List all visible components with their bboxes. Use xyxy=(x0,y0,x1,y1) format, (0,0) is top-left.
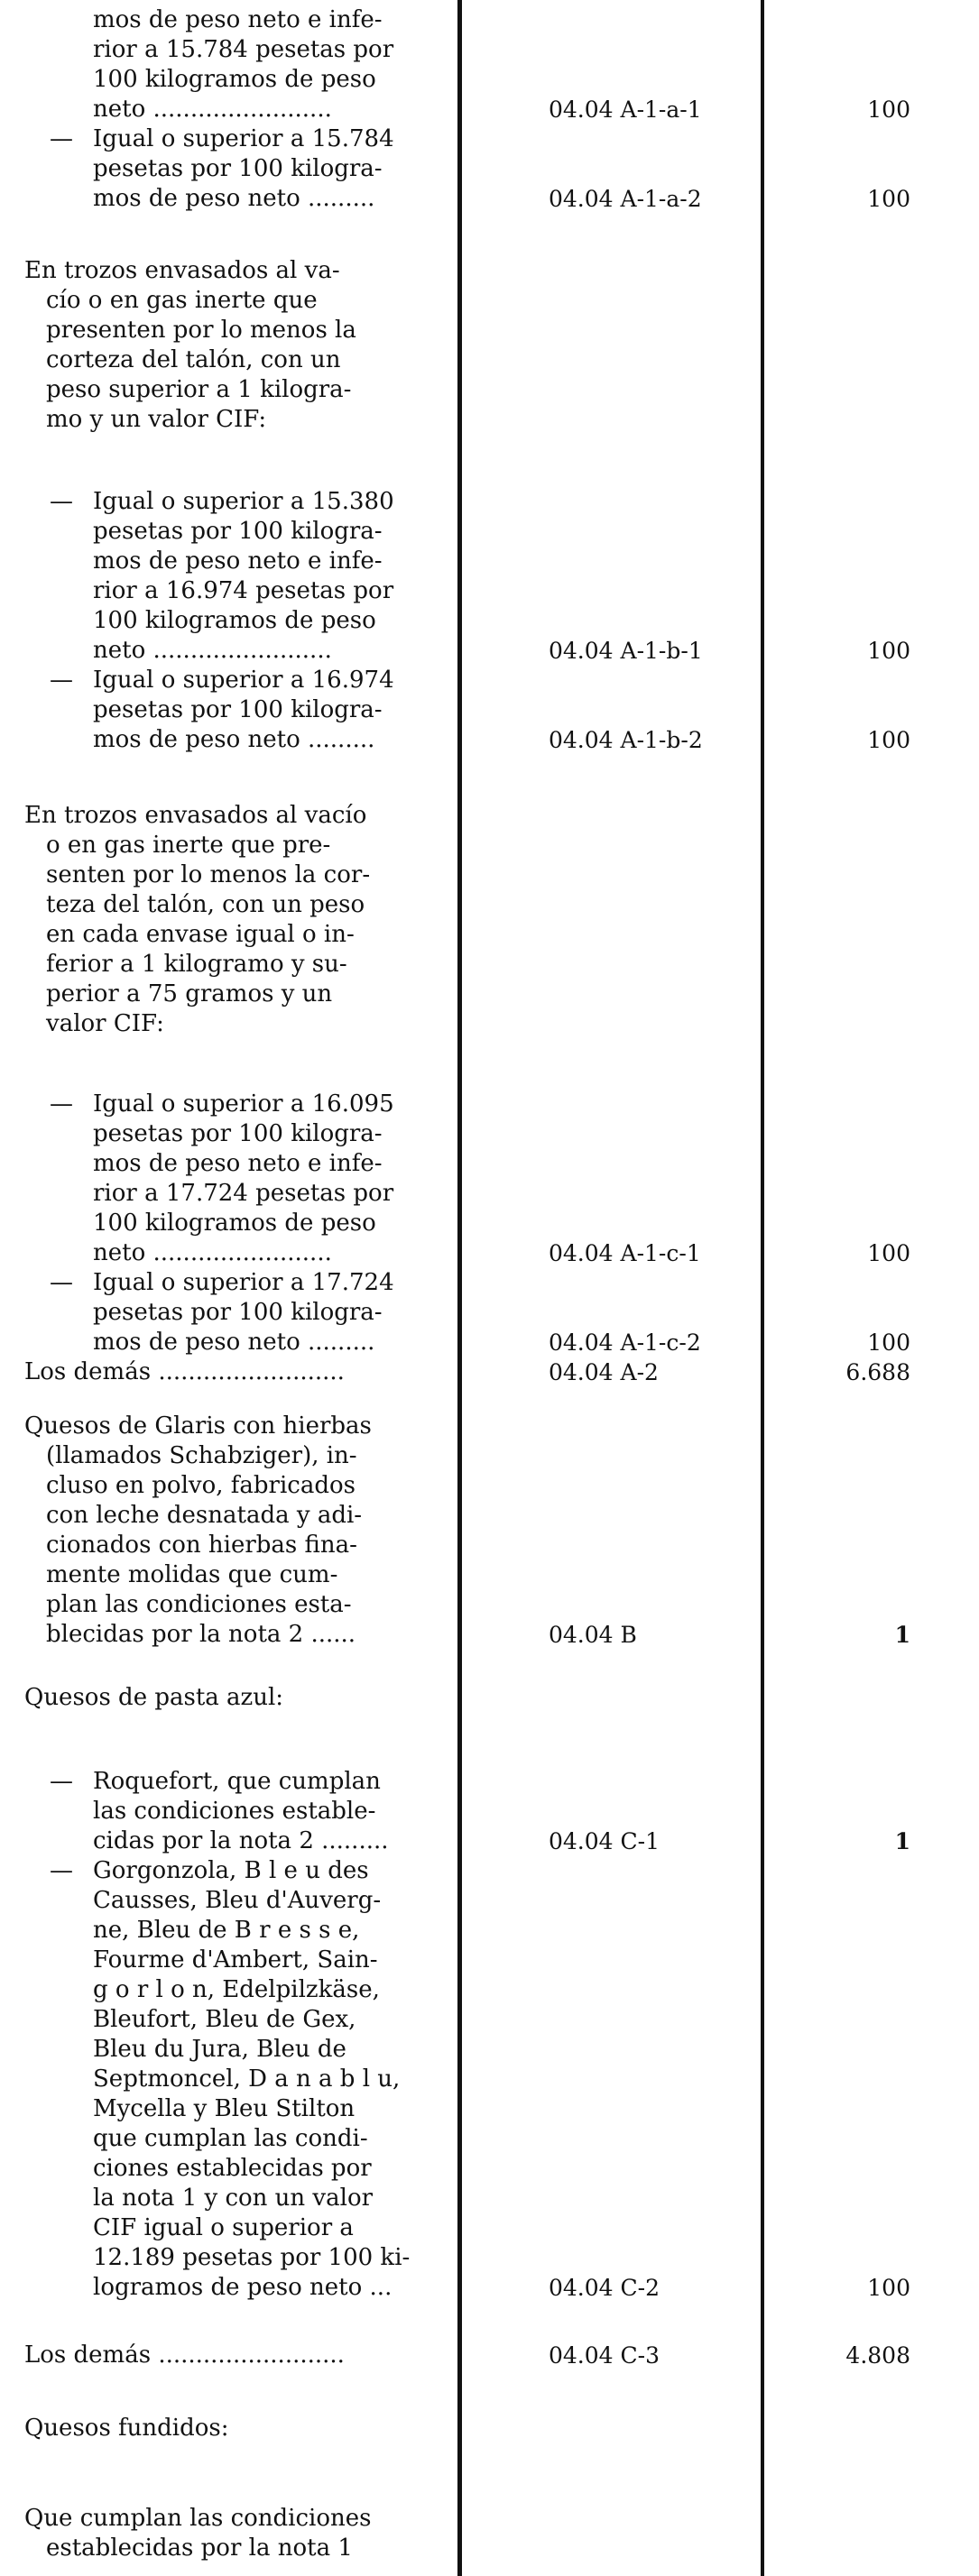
row-description: mos de peso neto e infe- rior a 15.784 pesetas por 100 kilogramos de peso neto ........................ xyxy=(93,6,394,123)
column-rule-right xyxy=(761,0,764,2576)
duty-rate: 4.808 xyxy=(845,2342,910,2369)
tariff-code: 04.04 C-1 xyxy=(549,1828,660,1854)
row-description: — Gorgonzola, B l e u des Causses, Bleu d'Auverg- ne, Bleu de B r e s s e, Fourme d'Ambert, Sain- g o r l o n, Edelpilzkäse, Bleufort, Bleu de Gex, Bleu du Jura, Bleu de Septmoncel, D a n a b l u, Mycella y Bleu Stilton que cumplan las condi- ciones establecidas por la nota 1 y con un valor CIF igual o superior a 12.189 pesetas por 100 ki- logramos de peso neto ... xyxy=(50,1857,411,2301)
dash-bullet: — xyxy=(50,1090,73,1118)
duty-rate: 100 xyxy=(867,2275,910,2301)
dash-bullet: — xyxy=(50,1269,73,1296)
column-rule-left xyxy=(457,0,462,2576)
row-description: — Roquefort, que cumplan las condiciones estable- cidas por la nota 2 ......... xyxy=(50,1768,389,1854)
tariff-code: 04.04 A-1-c-2 xyxy=(549,1329,701,1356)
row-description: Los demás ......................... xyxy=(24,1358,345,1385)
duty-rate: 1 xyxy=(894,1622,910,1648)
duty-rate: 100 xyxy=(867,638,910,664)
duty-rate: 100 xyxy=(867,727,910,753)
row-description: — Igual o superior a 16.095 pesetas por 100 kilogra- mos de peso neto e infe- rior a 17.724 pesetas por 100 kilogramos de peso neto ........................ xyxy=(50,1090,394,1266)
tariff-code: 04.04 A-1-a-2 xyxy=(549,186,702,212)
dash-bullet: — xyxy=(50,125,73,152)
tariff-code: 04.04 C-2 xyxy=(549,2275,660,2301)
tariff-code: 04.04 A-1-c-1 xyxy=(549,1240,701,1266)
tariff-code: 04.04 A-1-b-2 xyxy=(549,727,703,753)
tariff-code: 04.04 A-2 xyxy=(549,1359,659,1385)
row-description: Los demás ......................... xyxy=(24,2341,345,2369)
row-description: Quesos de Glaris con hierbas (llamados Schabziger), in- cluso en polvo, fabricados con leche desnatada y adi- cionados con hierbas fina- mente molidas que cum- plan las condiciones esta- blecidas por la nota 2 ...... xyxy=(24,1412,372,1648)
dash-bullet: — xyxy=(50,1857,73,1884)
row-description: Quesos de pasta azul: xyxy=(24,1684,284,1711)
duty-rate: 1 xyxy=(894,1828,910,1854)
dash-bullet: — xyxy=(50,1768,73,1795)
row-description: — Igual o superior a 15.784 pesetas por 100 kilogra- mos de peso neto ......... xyxy=(50,125,394,212)
tariff-code: 04.04 B xyxy=(549,1622,637,1648)
tariff-code: 04.04 A-1-b-1 xyxy=(549,638,703,664)
duty-rate: 100 xyxy=(867,186,910,212)
duty-rate: 6.688 xyxy=(845,1359,910,1385)
row-description: — Igual o superior a 17.724 pesetas por 100 kilogra- mos de peso neto ......... xyxy=(50,1269,394,1356)
dash-bullet: — xyxy=(50,488,73,515)
tariff-code: 04.04 A-1-a-1 xyxy=(549,97,702,123)
duty-rate: 100 xyxy=(867,1240,910,1266)
duty-rate: 100 xyxy=(867,1329,910,1356)
tariff-code: 04.04 C-3 xyxy=(549,2342,660,2369)
row-description: En trozos envasados al vacío o en gas inerte que pre- senten por lo menos la cor- teza del talón, con un peso en cada envase igual o in- ferior a 1 kilogramo y su- perior a 75 gramos y un valor CIF: xyxy=(24,802,371,1037)
row-description: En trozos envasados al va- cío o en gas inerte que presenten por lo menos la corteza del talón, con un peso superior a 1 kilogra- mo y un valor CIF: xyxy=(24,257,356,433)
dash-bullet: — xyxy=(50,667,73,694)
duty-rate: 100 xyxy=(867,97,910,123)
row-description: — Igual o superior a 15.380 pesetas por 100 kilogra- mos de peso neto e infe- rior a 16.974 pesetas por 100 kilogramos de peso neto ........................ xyxy=(50,488,394,664)
row-description: Quesos fundidos: xyxy=(24,2415,229,2442)
row-description: — Igual o superior a 16.974 pesetas por 100 kilogra- mos de peso neto ......... xyxy=(50,667,394,753)
row-description: Que cumplan las condiciones establecidas por la nota 1 xyxy=(24,2505,372,2562)
